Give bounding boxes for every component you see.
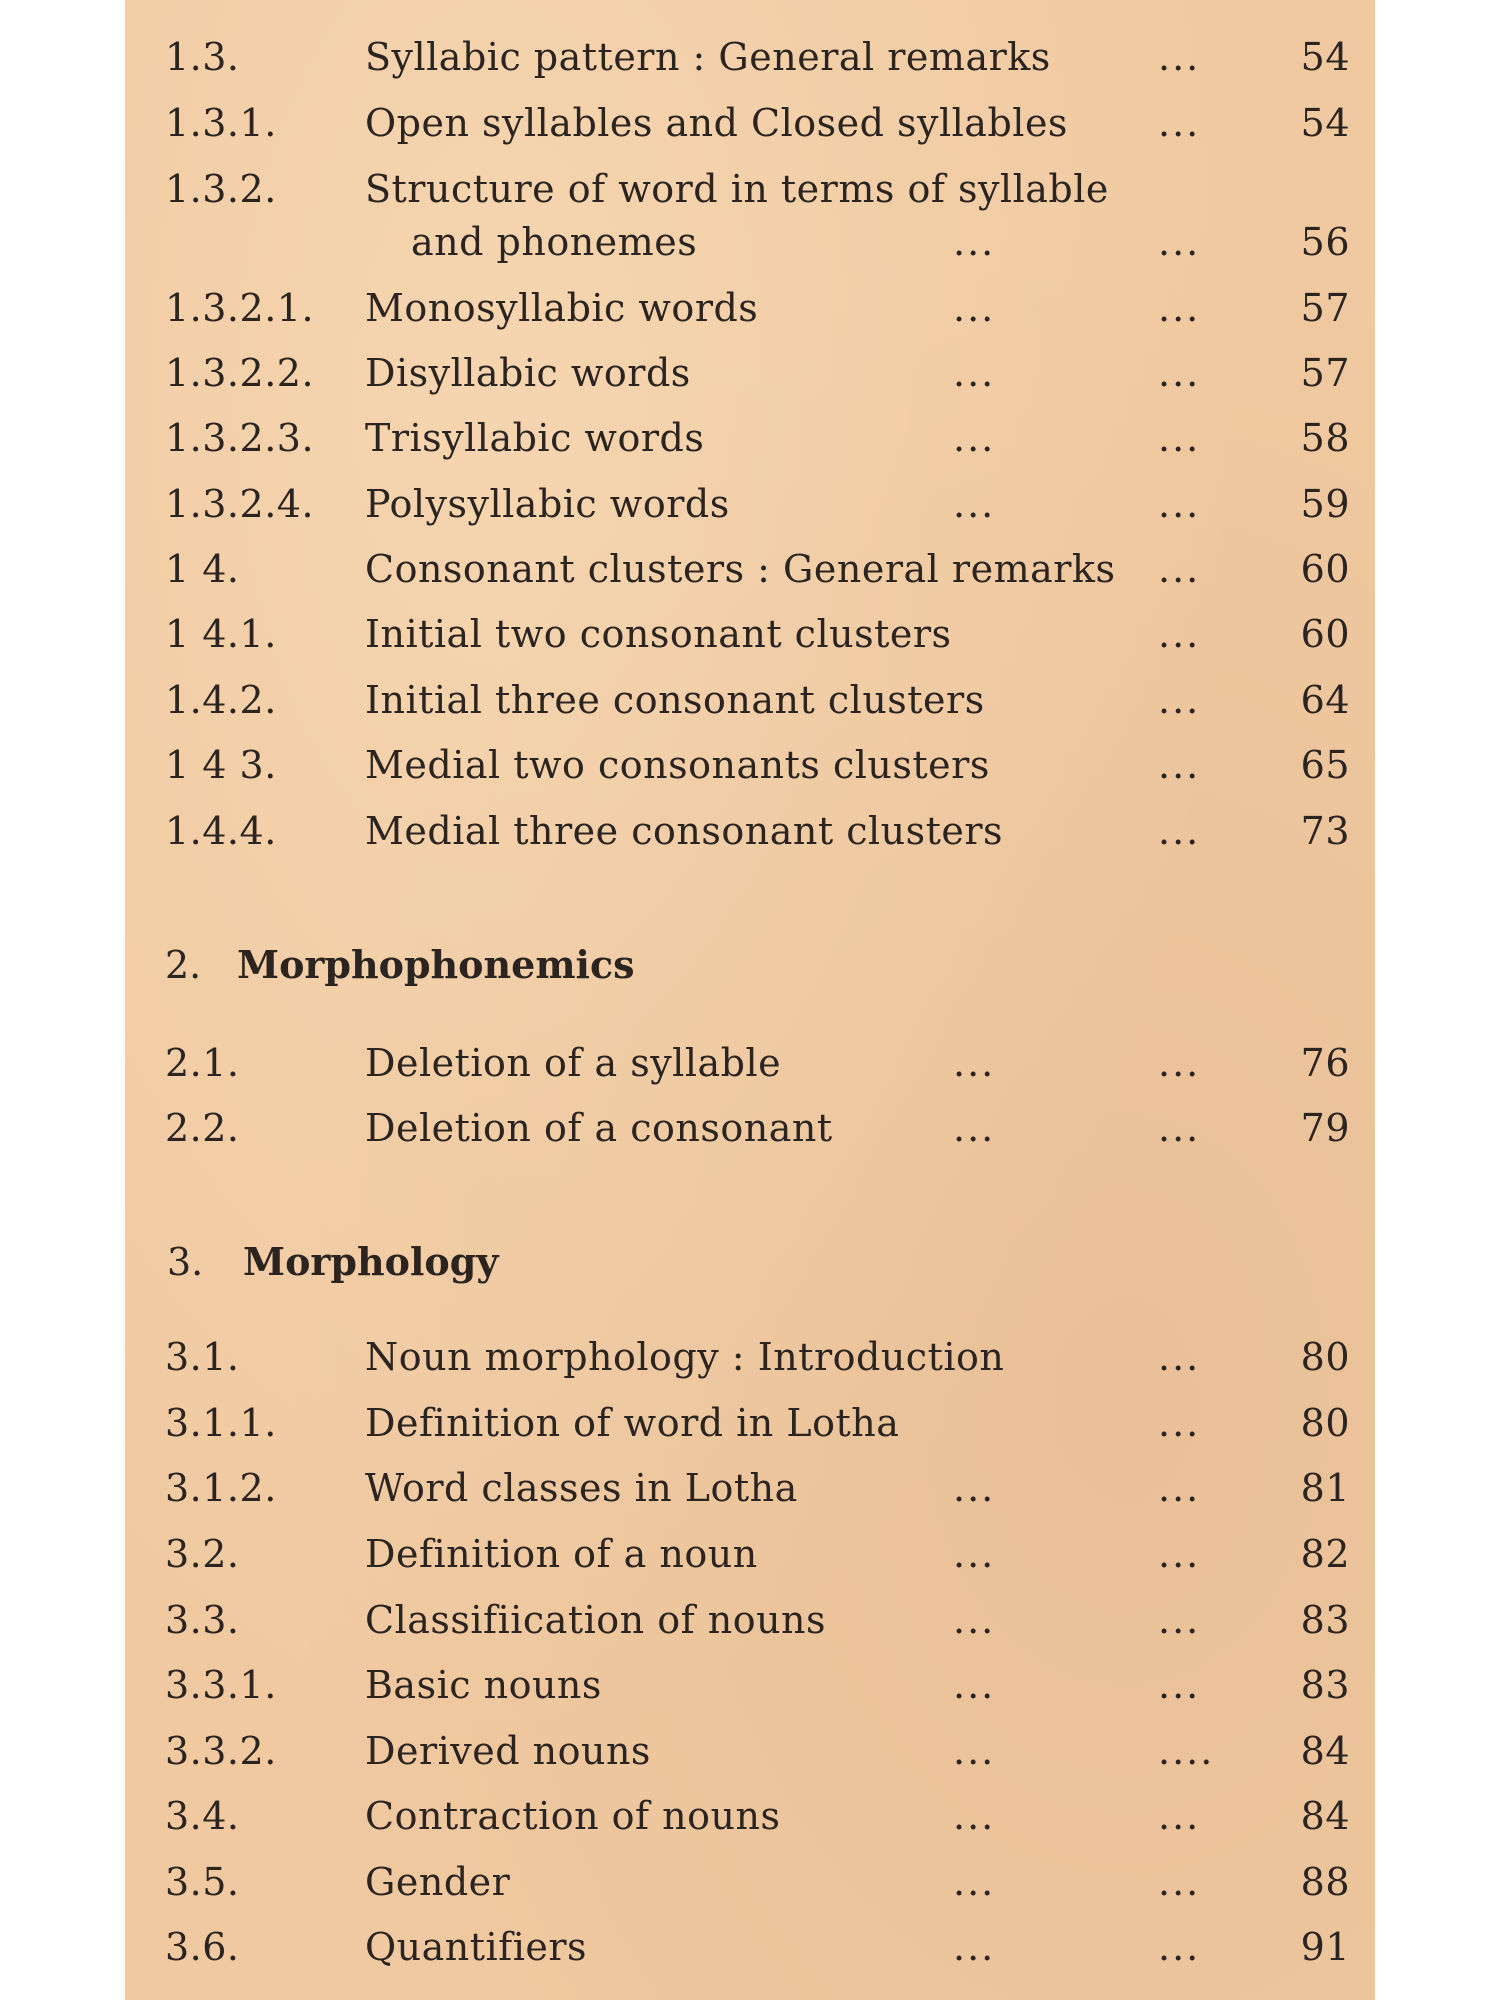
entry-title: Deletion of a syllable (365, 1041, 782, 1085)
leader-dots: ... (1158, 1335, 1201, 1379)
section-number: 2. (165, 943, 202, 987)
toc-entry (125, 97, 1375, 149)
toc-entry (125, 163, 1375, 215)
entry-title: Definition of a noun (365, 1532, 758, 1576)
entry-number: 3.5. (165, 1860, 240, 1904)
leader-dots: ... (1158, 1794, 1201, 1838)
entry-title: Word classes in Lotha (365, 1466, 798, 1510)
entry-title: Open syllables and Closed syllables (365, 101, 1068, 145)
page-number: 79 (1300, 1106, 1350, 1150)
toc-entry (125, 1102, 1375, 1154)
entry-number: 1 4. (165, 547, 240, 591)
leader-dots: ... (953, 1663, 996, 1707)
page-number: 88 (1300, 1860, 1350, 1904)
entry-title: Contraction of nouns (365, 1794, 781, 1838)
page-number: 65 (1300, 743, 1350, 787)
leader-dots: ... (953, 351, 996, 395)
leader-dots: ... (953, 1860, 996, 1904)
page-number: 60 (1300, 547, 1350, 591)
entry-title: Disyllabic words (365, 351, 691, 395)
entry-number: 1.3.1. (165, 101, 277, 145)
entry-title: Quantifiers (365, 1925, 588, 1969)
entry-number: 1.3.2.2. (165, 351, 315, 395)
leader-dots: ... (953, 1925, 996, 1969)
entry-number: 3.3. (165, 1598, 240, 1642)
entry-title: Derived nouns (365, 1729, 651, 1773)
toc-entry (125, 1790, 1375, 1842)
page-number: 84 (1300, 1729, 1350, 1773)
entry-title: Initial two consonant clusters (365, 612, 952, 656)
leader-dots: ... (1158, 1860, 1201, 1904)
entry-number: 2.2. (165, 1106, 240, 1150)
entry-number: 3.1. (165, 1335, 240, 1379)
toc-entry (125, 1462, 1375, 1514)
leader-dots: ... (1158, 1925, 1201, 1969)
leader-dots: ... (1158, 220, 1201, 264)
leader-dots: ... (1158, 351, 1201, 395)
entry-number: 3.2. (165, 1532, 240, 1576)
entry-title: Consonant clusters : General remarks (365, 547, 1116, 591)
toc-entry (125, 1659, 1375, 1711)
entry-title: Syllabic pattern : General remarks (365, 35, 1051, 79)
page-number: 82 (1300, 1532, 1350, 1576)
entry-title: Basic nouns (365, 1663, 602, 1707)
leader-dots: ... (1158, 482, 1201, 526)
leader-dots: ... (953, 1106, 996, 1150)
leader-dots: ... (953, 1729, 996, 1773)
entry-number: 3.3.1. (165, 1663, 277, 1707)
leader-dots: ... (953, 1041, 996, 1085)
leader-dots: ... (1158, 1106, 1201, 1150)
entry-title: Medial two consonants clusters (365, 743, 990, 787)
leader-dots: ... (1158, 612, 1201, 656)
toc-entry (125, 674, 1375, 726)
entry-number: 2.1. (165, 1041, 240, 1085)
leader-dots: ... (1158, 1598, 1201, 1642)
page-number: 91 (1300, 1925, 1350, 1969)
leader-dots: ... (1158, 286, 1201, 330)
leader-dots: ... (1158, 547, 1201, 591)
page-number: 73 (1300, 809, 1350, 853)
entry-number: 3.3.2. (165, 1729, 277, 1773)
entry-number: 3.4. (165, 1794, 240, 1838)
page-number: 83 (1300, 1663, 1350, 1707)
entry-title: Classifiication of nouns (365, 1598, 827, 1642)
entry-number: 1 4.1. (165, 612, 277, 656)
leader-dots: ... (1158, 1401, 1201, 1445)
toc-entry (125, 805, 1375, 857)
book-page (125, 0, 1375, 2000)
page-number: 76 (1300, 1041, 1350, 1085)
leader-dots: ... (1158, 1041, 1201, 1085)
leader-dots: ... (953, 1598, 996, 1642)
leader-dots: ... (953, 1794, 996, 1838)
toc-entry (125, 412, 1375, 464)
toc-entry (125, 478, 1375, 530)
leader-dots: ... (953, 286, 996, 330)
toc-entry (125, 282, 1375, 334)
entry-number: 1.3.2.4. (165, 482, 315, 526)
entry-number: 1 4 3. (165, 743, 277, 787)
entry-number: 3.6. (165, 1925, 240, 1969)
entry-title: Medial three consonant clusters (365, 809, 1004, 853)
entry-number: 3.1.1. (165, 1401, 277, 1445)
toc-entry (125, 347, 1375, 399)
entry-title: Structure of word in terms of syllable (365, 167, 1109, 211)
leader-dots: ... (1158, 743, 1201, 787)
page-number: 57 (1300, 286, 1350, 330)
section-title: Morphology (243, 1239, 499, 1284)
toc-entry (125, 1528, 1375, 1580)
leader-dots: ... (1158, 35, 1201, 79)
entry-title: Polysyllabic words (365, 482, 730, 526)
entry-title: Monosyllabic words (365, 286, 759, 330)
page-number: 81 (1300, 1466, 1350, 1510)
toc-entry (125, 739, 1375, 791)
leader-dots: ... (1158, 1532, 1201, 1576)
toc-entry (125, 543, 1375, 595)
section-title: Morphophonemics (237, 942, 635, 987)
leader-dots: ... (1158, 416, 1201, 460)
leader-dots: ... (1158, 1663, 1201, 1707)
entry-number: 1.3.2. (165, 167, 277, 211)
page-number: 80 (1300, 1335, 1350, 1379)
entry-number: 1.4.2. (165, 678, 277, 722)
toc-entry (125, 31, 1375, 83)
entry-title: Initial three consonant clusters (365, 678, 985, 722)
entry-number: 1.3. (165, 35, 240, 79)
page-number: 57 (1300, 351, 1350, 395)
leader-dots: ... (953, 482, 996, 526)
leader-dots: ... (1158, 809, 1201, 853)
page-number: 80 (1300, 1401, 1350, 1445)
toc-entry (125, 1397, 1375, 1449)
toc-entry (125, 1331, 1375, 1383)
entry-title: Deletion of a consonant (365, 1106, 833, 1150)
leader-dots: ... (1158, 678, 1201, 722)
entry-title: Definition of word in Lotha (365, 1401, 900, 1445)
toc-entry (125, 1856, 1375, 1908)
leader-dots: ... (953, 416, 996, 460)
leader-dots: ... (953, 1466, 996, 1510)
leader-dots: .... (1158, 1729, 1215, 1773)
entry-title: Noun morphology : Introduction (365, 1335, 1005, 1379)
page-number: 58 (1300, 416, 1350, 460)
entry-number: 1.3.2.1. (165, 286, 315, 330)
leader-dots: ... (953, 220, 996, 264)
toc-entry (125, 1594, 1375, 1646)
page-number: 60 (1300, 612, 1350, 656)
toc-entry (125, 608, 1375, 660)
toc-entry-continuation (125, 216, 1375, 268)
page-number: 56 (1300, 220, 1350, 264)
page-number: 84 (1300, 1794, 1350, 1838)
entry-number: 3.1.2. (165, 1466, 277, 1510)
toc-entry (125, 1725, 1375, 1777)
page-number: 83 (1300, 1598, 1350, 1642)
leader-dots: ... (953, 1532, 996, 1576)
leader-dots: ... (1158, 1466, 1201, 1510)
toc-entry (125, 1037, 1375, 1089)
section-number: 3. (167, 1240, 204, 1284)
entry-title: Gender (365, 1860, 511, 1904)
entry-number: 1.3.2.3. (165, 416, 315, 460)
entry-number: 1.4.4. (165, 809, 277, 853)
page-number: 54 (1300, 101, 1350, 145)
entry-title: and phonemes (411, 220, 698, 264)
page-number: 54 (1300, 35, 1350, 79)
toc-entry (125, 1921, 1375, 1973)
page-number: 64 (1300, 678, 1350, 722)
entry-title: Trisyllabic words (365, 416, 705, 460)
page-number: 59 (1300, 482, 1350, 526)
leader-dots: ... (1158, 101, 1201, 145)
